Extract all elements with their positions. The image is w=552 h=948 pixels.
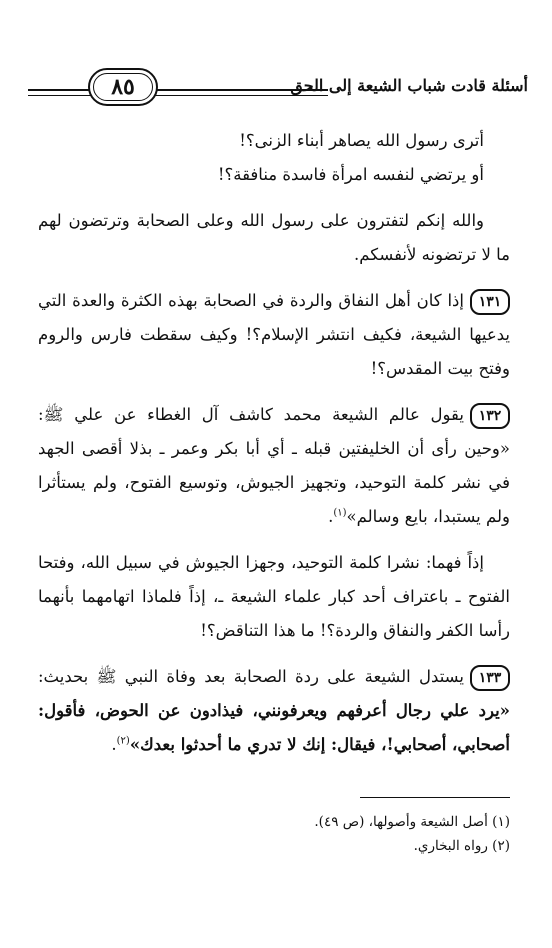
hadith-quote: «يرد علي رجال أعرفهم ويعرفونني، فيذادون عن الحوض، فأقول: أصحابي، أصحابي!، فيقال: إنك لا تدري ما أحدثوا بعدك»: [38, 701, 510, 754]
page-number: ٨٥: [111, 74, 135, 100]
paragraph-4: إذاً فهما: نشرا كلمة التوحيد، وجهزا الجيوش في سبيل الله، وفتحا الفتوح ـ باعتراف أحد كبار علماء الشيعة ـ، إذاً فلماذا اتهامهما بأنهما رأسا الكفر والنفاق والردة؟! ما هذا التناقض؟!: [38, 553, 510, 640]
page-body: [38, 124, 510, 762]
footnotes: [38, 810, 510, 858]
paragraph-3: والله إنكم لتفترون على رسول الله وعلى الصحابة وترتضون لهم ما لا ترتضونه لأنفسكم.: [38, 211, 510, 264]
question-131: [38, 284, 510, 386]
page-header: [28, 68, 528, 112]
question-number-badge: ١٣١: [470, 289, 510, 315]
footnote-ref: (٢): [116, 735, 130, 747]
footnote-rule: [360, 797, 510, 798]
footnote-ref: (١): [333, 507, 347, 519]
question-number-badge: ١٣٣: [470, 665, 510, 691]
footnote-2: (٢) رواه البخاري.: [413, 838, 510, 854]
paragraph-1: أترى رسول الله يصاهر أبناء الزنى؟!: [239, 131, 484, 150]
question-132-text: يقول عالم الشيعة محمد كاشف آل الغطاء عن علي ﷺ: «وحين رأى أن الخليفتين قبله ـ أي أبا بكر وعمر ـ بذلا أقصى الجهد في نشر كلمة التوحيد، وتجهيز الجيوش، وتوسيع الفتوح، ولم يستأثرا ولم يستبدا، بايع وسالم»: [38, 405, 510, 526]
question-131-text: إذا كان أهل النفاق والردة في الصحابة بهذه الكثرة والعدة التي يدعيها الشيعة، فكيف انتشر الإسلام؟! وكيف سقطت فارس والروم وفتح بيت المقدس؟!: [38, 291, 510, 378]
header-rule: [28, 89, 328, 96]
question-133: [38, 660, 510, 762]
question-132: [38, 398, 510, 534]
paragraph-2: أو يرتضي لنفسه امرأة فاسدة منافقة؟!: [217, 165, 484, 184]
sentence-end: .: [328, 507, 334, 526]
sentence-end: .: [111, 735, 117, 754]
question-number-badge: ١٣٢: [470, 403, 510, 429]
running-title: أسئلة قادت شباب الشيعة إلى الحق: [290, 76, 528, 95]
footnote-1: (١) أصل الشيعة وأصولها، (ص ٤٩).: [314, 814, 510, 830]
question-133-text: يستدل الشيعة على ردة الصحابة بعد وفاة النبي ﷺ بحديث:: [38, 667, 464, 686]
page-number-badge: [88, 68, 158, 106]
